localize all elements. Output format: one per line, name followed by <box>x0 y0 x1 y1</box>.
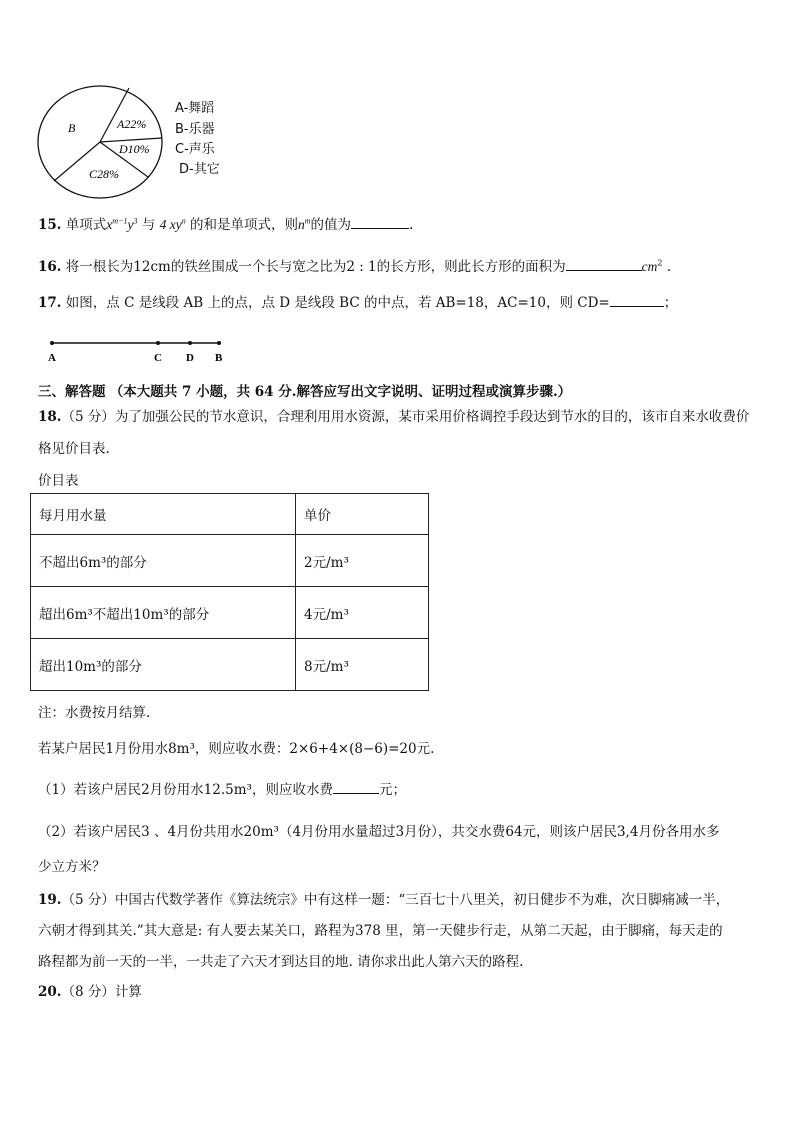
question-number: 17. <box>38 295 62 311</box>
point-b <box>217 341 221 345</box>
table-cell: 2元/m³ <box>296 535 429 587</box>
point-d <box>188 341 192 345</box>
question-19-line-3: 路程都为前一天的一半，一共走了六天才到达目的地. 请你求出此人第六天的路程. <box>38 954 524 970</box>
point-label-b: B <box>215 352 223 364</box>
question-18-line-2: 格见价目表. <box>38 441 110 457</box>
question-number: 20. <box>38 984 62 1000</box>
table-cell: 不超出6m³的部分 <box>31 535 296 587</box>
answer-blank[interactable] <box>351 214 409 229</box>
legend-item-c: C-声乐 <box>175 142 215 157</box>
pie-label-a: A22% <box>117 117 147 131</box>
segment-figure <box>40 336 240 366</box>
point-label-c: C <box>154 352 162 364</box>
table-note: 注：水费按月结算. <box>38 705 151 721</box>
price-table <box>30 493 429 691</box>
point-label-a: A <box>48 352 56 364</box>
answer-blank[interactable] <box>333 779 379 794</box>
point-a <box>50 341 54 345</box>
point-label-d: D <box>186 352 194 364</box>
answer-blank[interactable] <box>566 256 642 271</box>
question-number: 16. <box>38 259 62 275</box>
table-row <box>31 587 429 639</box>
table-cell: 4元/m³ <box>296 587 429 639</box>
question-16: 16. 将一根长为12cm的铁丝围成一个长与宽之比为2 : 1的长方形，则此长方形的面积为 $cm^2$ . <box>38 255 671 275</box>
pie-label-d: D10% <box>119 142 150 156</box>
table-cell: 超出6m³不超出10m³的部分 <box>31 587 296 639</box>
table-row <box>31 639 429 691</box>
monomial-1: $x^{m-1}y^3$ <box>106 216 138 232</box>
question-18-line-1: 18.（5 分）为了加强公民的节水意识，合理利用用水资源，某市采用价格调控手段达到节水的目的，该市自来水收费价 <box>38 409 750 425</box>
pie-chart <box>36 84 166 200</box>
pie-label-c: C28% <box>89 167 119 181</box>
question-19-line-2: 六朝才得到其关.”其大意是: 有人要去某关口，路程为378 里，第一天健步行走，从第二天起，由于脚痛，每天走的 <box>38 923 723 939</box>
legend-item-b: B-乐器 <box>175 122 215 137</box>
table-row <box>31 535 429 587</box>
pie-divider-ab <box>100 88 129 142</box>
question-number: 19. <box>38 892 62 908</box>
sub-question-2-line-2: 少立方米？ <box>38 859 106 875</box>
legend-item-a: A-舞蹈 <box>175 101 215 116</box>
table-header: 每月用水量 <box>31 494 296 535</box>
answer-blank[interactable] <box>610 292 664 307</box>
table-header-row <box>31 494 429 535</box>
worked-example: 若某户居民1月份用水8m³，则应收水费：2×6+4×(8−6)=20元. <box>38 741 435 757</box>
question-number: 15. <box>38 217 62 233</box>
question-number: 18. <box>38 409 62 425</box>
sub-question-1: （1）若该户居民2月份用水12.5m³，则应收水费 元； <box>38 778 406 798</box>
section-heading: 三、解答题 （本大题共 7 小题，共 64 分.解答应写出文字说明、证明过程或演算步骤.） <box>38 384 572 400</box>
table-title: 价目表 <box>38 473 79 489</box>
question-17: 17. 如图，点 C 是线段 AB 上的点，点 D 是线段 BC 的中点，若 AB=18，AC=10，则 CD= ； <box>38 291 677 311</box>
pie-label-b: B <box>68 121 76 135</box>
table-cell: 超出10m³的部分 <box>31 639 296 691</box>
monomial-2: 4 $xy^n$ <box>159 216 186 232</box>
question-20: 20.（8 分）计算 <box>38 984 142 1000</box>
question-15: 15. 单项式$x^{m-1}y^3$ 与 4 $xy^n$ 的和是单项式，则$n^m$的值为 . <box>38 213 413 233</box>
point-c <box>156 341 160 345</box>
table-header: 单价 <box>296 494 429 535</box>
question-19-line-1: 19.（5 分）中国古代数学著作《算法统宗》中有这样一题：“三百七十八里关，初日健步不为难，次日脚痛减一半， <box>38 892 730 908</box>
legend-item-d: D-其它 <box>179 162 220 177</box>
sub-question-2-line-1: （2）若该户居民3 、4月份共用水20m³（4月份用水量超过3月份），共交水费64元，则该户居民3,4月份各用水多 <box>38 824 720 840</box>
table-cell: 8元/m³ <box>296 639 429 691</box>
power-expression: $n^m$ <box>297 216 311 232</box>
